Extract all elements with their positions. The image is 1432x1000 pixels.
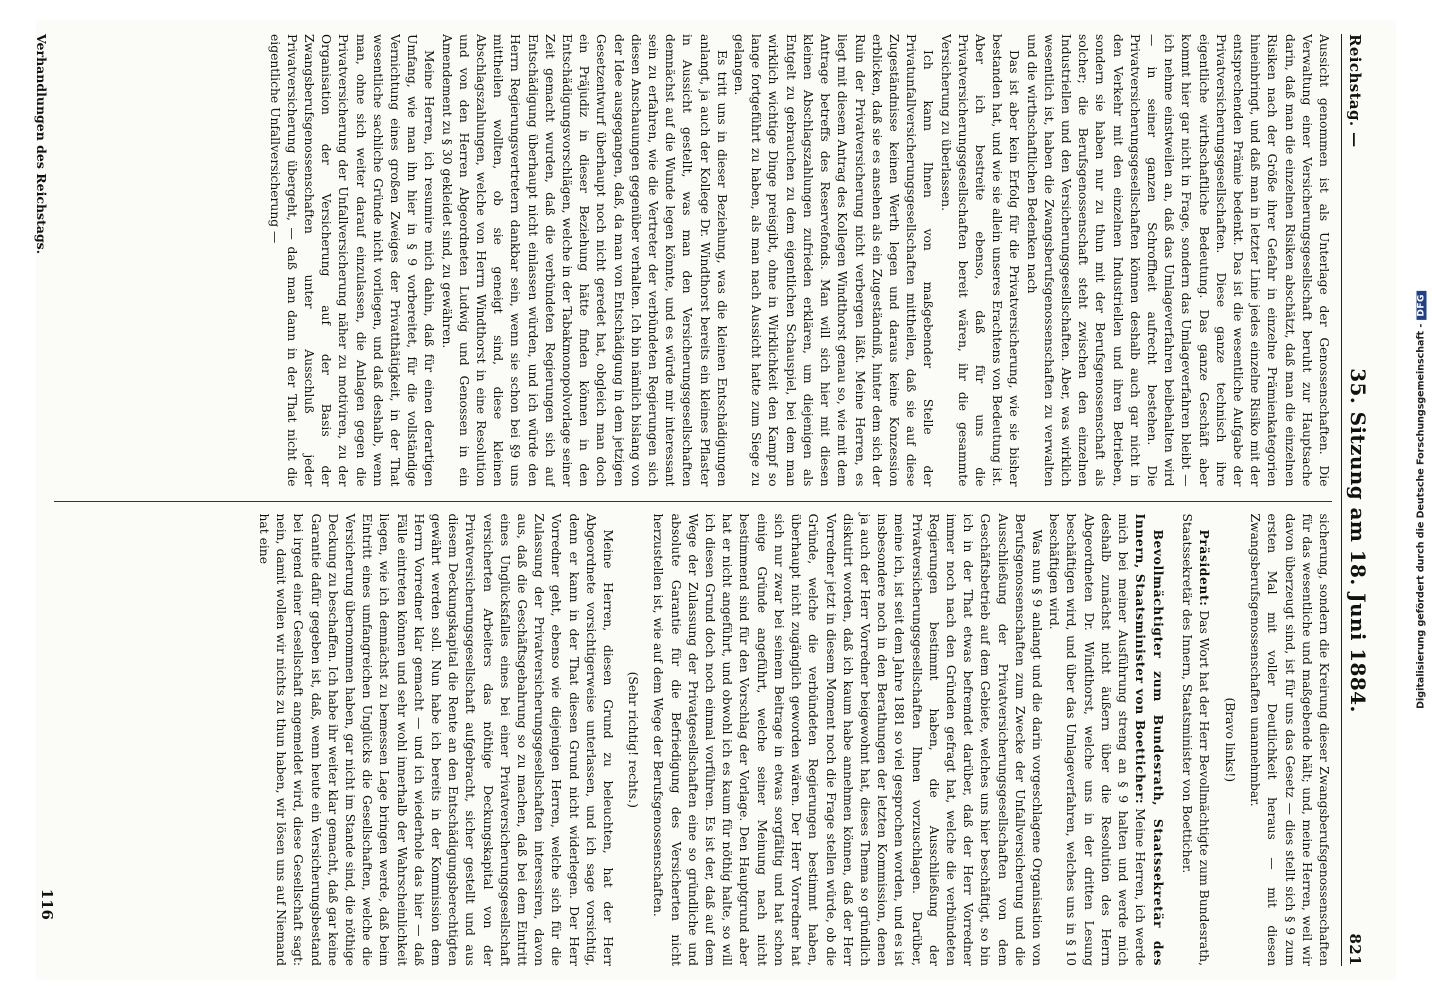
- paragraph: Aussicht genommen ist als Unterlage der Genossenschaften. Die Verwaltung einer Versicherungsgesellschaft beruht zur Hauptsache darin, daß man die einzelnen Risiken abschätzt, daß man die einzelnen Risiken nach der Größe ihrer Gefahr in einzelne Prämienkategorien hineinbringt, und daß man in letzter Linie jedes einzelne Risiko mit der entsprechenden Prämie bedenkt. Das ist die wesentliche Aufgabe der Privatversicherungsgesellschaften. Diese ganze technisch ihre eigentliche wirthschaftliche Bedeutung. Das ganze Geschäft aber kommt hier gar nicht in Frage, sondern das Umlageverfahren bleibt — ich nehme einstweilen an, daß das Umlageverfahren beibehalten wird — in seiner ganzen Schroffheit aufrecht bestehen. Die Privatversicherungsgesellschaften können deshalb auch gar nicht in den Verkehr mit den einzelnen Industriellen und ihren Betrieben, sondern sie haben nur zu thun mit der Berufsgenossenschaft als solcher; die Berufsgenossenschaft steht zwischen den einzelnen Industriellen und den Versicherungsgesellschaften. Aber, was wirklich wesentlich ist, haben die Zwangsberufsgenossenschaften zu verwalten und die wirthschaftlichen Bedenken nach: [1024, 34, 1331, 487]
- footer-note: Verhandlungen des Reichstags.: [34, 34, 49, 255]
- header-left: Reichstag. —: [1346, 34, 1364, 148]
- paragraph: Was nun § 9 anlangt und die darin vorgeschlagene Organisation von Berufsgenossenschaften zum Zwecke der Unfallversicherung und die Ausschließung der Privatversicherungsgesellschaften von dem Geschäftsbetrieb auf dem Gebiete, welches uns hier beschäftigt, so bin ich in der That etwas befremdet darüber, daß der Herr Vorredner immer noch nach den Gründen gefragt hat, welche die verbündeten Regierungen bestimmt haben, die Ausschließung der Privatversicherungsgesellschaften Ihnen vorzuschlagen. Darüber, meine ich, ist seit dem Jahre 1881 so viel gesprochen worden, und es ist insbesondere noch in den Berathungen der letzten Kommission, denen ja auch der Herr Vorredner beigewohnt hat, dieses Thema so gründlich diskutirt worden, daß ich kaum habe annehmen können, daß der Herr Vorredner jetzt in diesem Moment noch die Frage stellen würde, ob die Gründe, welche die verbündeten Regierungen bestimmt haben, überhaupt nicht zugänglich geworden wären. Der Herr Vorredner hat sich nur zwar bei seinem Beitrage in etwas sorgfältig und hat schon einige Gründe angeführt, welche seiner Meinung nach nicht bestimmend sind für den Vorschlag der Vorlage. Den Hauptgrund aber hat er nicht angeführt, und obwohl ich es kaum für nöthig halte, so will ich diesen Grund doch noch einmal vorführen. Es ist der, daß auf dem Wege der Zulassung der Privatgesellschaften eine so gründliche und absolute Garantie für die Befriedigung des Versicherten nicht herzustellen ist, wie auf dem Wege der Berufsgenossenschaften.: [651, 513, 1044, 966]
- text-columns: [54, 34, 1332, 966]
- dfg-logo: DFG: [1416, 291, 1426, 320]
- minister-speech: [1045, 514, 1167, 967]
- paragraph: Ich kann Ihnen von maßgebender Stelle der Privatunfallversicherungsgesellschaften mittheilen, daß sie auf diese Zugeständnisse keinen Werth legen und daraus keine Konzession erblicken, daß sie es ansehen als ein Zugeständniß, hinter dem sich der Ruin der Privatversicherung nicht verbergen läßt. Meine Herren, es liegt mit diesem Antrag des Kollegen Windthorst genau so, wie mit dem Antrage betreffs des Reservefonds. Man will sich hier mit diesen kleinen Abschlagszahlungen zufrieden erklären, um diejenigen als Entgelt zu gebrauchen zu dem eigentlichen Schauspiel, bei dem man wirklich wichtige Dinge preisgibt, ohne in Wirklichkeit den Kampf so lange fortgeführt zu haben, als man nach Aussicht hatte zum Siege zu gelangen.: [732, 34, 936, 487]
- remark-text: Das Wort hat der Herr Bevollmächtigte zum Bundesrath, Staatssekretär des Innern, Staatsminister von Boetticher.: [1179, 513, 1211, 966]
- paragraph: Das ist aber kein Erfolg für die Privatversicherung, wie sie bisher bestanden hat, und wie sie allein unseres Erachtens von Bedeutung ist. Aber ich bestreite ebenso, daß für uns die Privatversicherungsgesellschaften bereit wären, ihr die gesammte Versicherung zu überlassen.: [938, 34, 1022, 487]
- applause-note: (Bravo links!): [1222, 697, 1237, 783]
- paragraph: sicherung, sondern die Kreirung dieser Zwangsberufsgenossenschaften für das wesentliche und maßgebende hält; und, meine Herren, weil wir davon überzeugt sind, ist für uns das Gesetz — dies stellt sich § 9 zum ersten Mal mit voller Deutlichkeit heraus — mit diesen Zwangsberufsgenossenschaften unannehmbar.: [1248, 513, 1331, 966]
- paragraph: Meine Herren, diesen Grund zu beleuchten, hat der Herr Abgeordnete vorsichtigerweise unterlassen, und ich sage vorsichtig, denn er kann in der That diesen Grund nicht widerlegen. Der Herr Vorredner geht, ebenso wie diejenigen Herren, welche sich für die Zulassung der Privatversicherungsgesellschaften interessiren, davon aus, daß die Geschäftsgebahrung so zu machen, daß bei dem Eintritt eines Unglücksfalles eines bei einer Privatversicherungsgesellschaft versicherten Arbeiters das nöthige Deckungskapital von der Privatversicherungsgesellschaft aufgebracht, sicher gestellt und aus diesem Deckungskapital die Rente an den Entschädigungsberechtigten gewährt werden soll. Nun habe ich bereits in der Kommission dem Herrn Vorredner klar gemacht — und ich wiederhole das hier — daß Fälle eintreten können und sehr wohl innerhalb der Wahrscheinlichkeit liegen, wie ich demnächst zu bemessen Lage bringen werde, daß beim Eintritt eines umfangreichen Unglücks die Gesellschaften, welche die Versicherung übernommen haben, gar nicht im Stande sind, die nöthige Deckung zu beschaffen. Ich habe ihr weiter klar gemacht, daß gar keine Garantie dafür gegeben ist, daß, wenn heute ein Versicherungsbestand bei irgend einer Gesellschaft angemeldet wird, diese Gesellschaft sagt: nein, damit wollen wir nichts zu thun haben, wir lösen uns auf Niemand hat eine: [257, 513, 616, 966]
- speech-text: Meine Herren, ich werde mich bei meiner Ausführung streng an § 9 halten und werde mich deshalb zunächst nicht äußern über die Resolution des Herrn Abgeordneten Dr. Windthorst, welche uns in der dritten Lesung beschäftigen wird, und über das Umlageverfahren, welches uns in § 10 beschäftigen wird.: [1047, 513, 1148, 966]
- signature-mark: 116: [38, 888, 56, 920]
- speaker-label: Bevollmächtigter zum Bundesrath, Staatssekretär des Innern, Staatsminister von Boetticher:: [1133, 513, 1167, 966]
- credit-line: [1416, 291, 1427, 709]
- running-head: [1341, 34, 1386, 966]
- president-remark: [1177, 514, 1212, 967]
- speaker-label: Präsident:: [1196, 529, 1212, 607]
- header-session-date: 35. Sitzung am 18. Juni 1884.: [1346, 368, 1370, 713]
- applause-note: (Sehr richtig! rechts.): [626, 671, 641, 808]
- page-number: 821: [1346, 933, 1364, 966]
- column-left: [54, 34, 1332, 487]
- column-right: [54, 501, 1332, 967]
- scanned-page: [36, 20, 1396, 980]
- credit-text: Digitalisierung gefördert durch die Deutsche Forschungsgemeinschaft -: [1415, 323, 1427, 709]
- paragraph: Es tritt uns in dieser Beziehung, was die kleinen Entschädigungen anlangt, ja auch der Kollege Dr. Windthorst bereits ein kleines Pflaster in Aussicht gestellt, was man den Versicherungsgesellschaften demnächst auf die Wunde legen könnte, und es würde mir interessant sein zu erfahren, wie die Vertreter der verbündeten Regierungen sich diesen Anschauungen gegenüber verhalten. Ich bin nämlich bislang von der Idee ausgegangen, daß, da man von Entschädigung in dem jetzigen Gesetzentwurf überhaupt noch nicht geredet hat, obgleich man doch ein Präjudiz in dieser Beziehung hätte finden können in den Entschädigungsvorschlägen, welche in der Tabakmonopolvorlage seiner Zeit gemacht wurden, daß die verbündeten Regierungen sich auf Entschädigung überhaupt nicht einlassen würden, und ich würde den Herrn Regierungsvertretern dankbar sein, wenn sie schon bei §9 uns mittheilen wollten, ob sie geneigt sind, diese kleinen Abschlagszahlungen, welche von Herrn Windthorst in eine Resolution und von den Herren Abgeordneten Ludwig und Genossen in ein Amendement zu § 30 gekleidet sind, zu gewähren.: [439, 34, 729, 487]
- credit-strip: [1410, 0, 1432, 1000]
- paragraph: Meine Herren, ich resumire mich dahin, daß für einen derartigen Umfang, wie man ihn hier in § 9 vorbereitet, für die vollständige Vernichtung eines großen Zweiges der Privatthätigkeit, in der That wesentliche sachliche Gründe nicht vorliegen, und daß deshalb, wenn man, ohne sich weiter darauf einzulassen, die Anlagen gegen die Privatversicherung der Unfallversicherung näher zu motiviren, zu der Organisation der Versicherung auf der Basis der Zwangsberufsgenossenschaften unter Ausschluß jeder Privatversicherung übergeht, — daß man dann in der That nicht die eigentliche Unfallversicherung —: [267, 34, 437, 487]
